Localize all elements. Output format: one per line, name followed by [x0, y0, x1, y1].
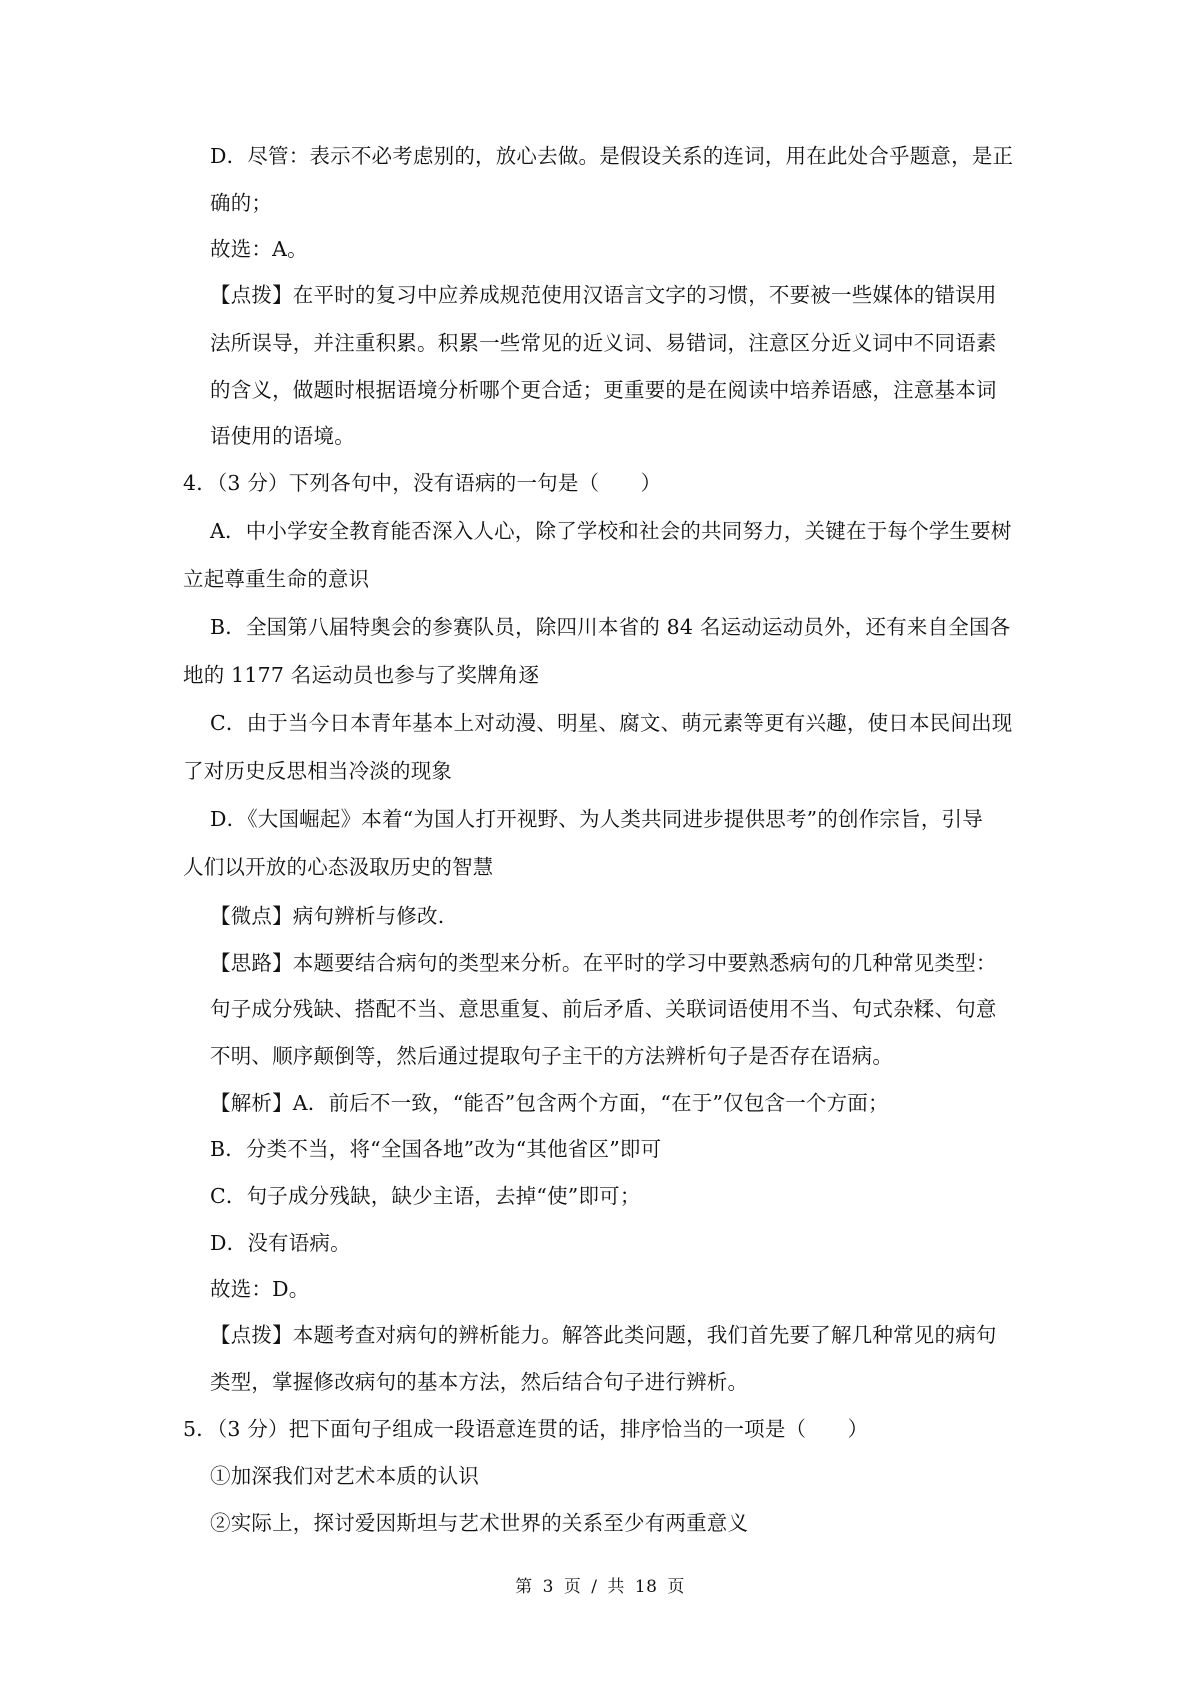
analysis-line-d: D．没有语病。 [210, 1231, 351, 1255]
answer-option-d-line-2: 确的； [210, 191, 273, 215]
analysis-line-a: 【解析】A．前后不一致，“能否”包含两个方面，“在于”仅包含一个方面； [210, 1091, 889, 1115]
footer-prefix: 第 [515, 1577, 533, 1597]
tip-paragraph-line-3: 的含义，做题时根据语境分析哪个更合适；更重要的是在阅读中培养语感，注意基本词 [210, 378, 997, 402]
question-4-option-b-line-1: B．全国第八届特奥会的参赛队员，除四川本省的 84 名运动运动员外，还有来自全国各 [210, 615, 1011, 639]
footer-separator: / [591, 1577, 598, 1597]
question-4-option-b-line-2: 地的 1177 名运动员也参与了奖牌角逐 [183, 663, 540, 687]
page-footer [0, 1576, 1200, 1598]
question-4-stem: 4．（3 分）下列各句中，没有语病的一句是（ ） [183, 471, 662, 495]
question-4-option-d-line-2: 人们以开放的心态汲取历史的智慧 [183, 855, 494, 879]
question-5-sentence-2: ②实际上，探讨爱因斯坦与艺术世界的关系至少有两重意义 [210, 1511, 749, 1535]
question-4-option-a-line-2: 立起尊重生命的意识 [183, 567, 370, 591]
analysis-line-c: C．句子成分残缺，缺少主语，去掉“使”即可； [210, 1184, 641, 1208]
tip-paragraph-line-1: 【点拨】在平时的复习中应养成规范使用汉语言文字的习惯，不要被一些媒体的错误用 [210, 283, 997, 307]
analysis-line-b: B．分类不当，将“全国各地”改为“其他省区”即可 [210, 1137, 662, 1161]
tip-q4-line-2: 类型，掌握修改病句的基本方法，然后结合句子进行辨析。 [210, 1370, 749, 1394]
question-4-option-d-line-1: D．《大国崛起》本着“为国人打开视野、为人类共同进步提供思考”的创作宗旨，引导 [210, 807, 983, 831]
answer-option-d-line-1: D．尽管：表示不必考虑别的，放心去做。是假设关系的连词，用在此处合乎题意，是正 [210, 144, 1014, 168]
footer-total-prefix: 共 [607, 1577, 625, 1597]
tip-paragraph-line-2: 法所误导，并注重积累。积累一些常见的近义词、易错词，注意区分近义词中不同语素 [210, 331, 997, 355]
answer-choice-line-q4: 故选：D。 [210, 1277, 310, 1301]
approach-line-3: 不明、顺序颠倒等，然后通过提取句子主干的方法辨析句子是否存在语病。 [210, 1044, 894, 1068]
approach-line-1: 【思路】本题要结合病句的类型来分析。在平时的学习中要熟悉病句的几种常见类型： [210, 951, 997, 975]
tip-paragraph-line-4: 语使用的语境。 [210, 424, 355, 448]
question-5-sentence-1: ①加深我们对艺术本质的认识 [210, 1464, 480, 1488]
question-4-option-c-line-2: 了对历史反思相当冷淡的现象 [183, 759, 453, 783]
footer-total-pages: 18 [634, 1577, 658, 1597]
tip-q4-line-1: 【点拨】本题考查对病句的辨析能力。解答此类问题，我们首先要了解几种常见的病句 [210, 1323, 997, 1347]
question-4-option-a-line-1: A．中小学安全教育能否深入人心，除了学校和社会的共同努力，关键在于每个学生要树 [210, 519, 1012, 543]
question-4-option-c-line-1: C．由于当今日本青年基本上对动漫、明星、腐文、萌元素等更有兴趣，使日本民间出现 [210, 711, 1013, 735]
footer-total-unit: 页 [667, 1577, 685, 1597]
knowledge-point-line: 【微点】病句辨析与修改. [210, 904, 445, 928]
approach-line-2: 句子成分残缺、搭配不当、意思重复、前后矛盾、关联词语使用不当、句式杂糅、句意 [210, 997, 997, 1021]
footer-page-number: 3 [542, 1577, 554, 1597]
footer-page-unit: 页 [563, 1577, 582, 1597]
question-5-stem: 5．（3 分）把下面句子组成一段语意连贯的话，排序恰当的一项是（ ） [183, 1417, 869, 1441]
answer-choice-line: 故选：A。 [210, 237, 308, 261]
